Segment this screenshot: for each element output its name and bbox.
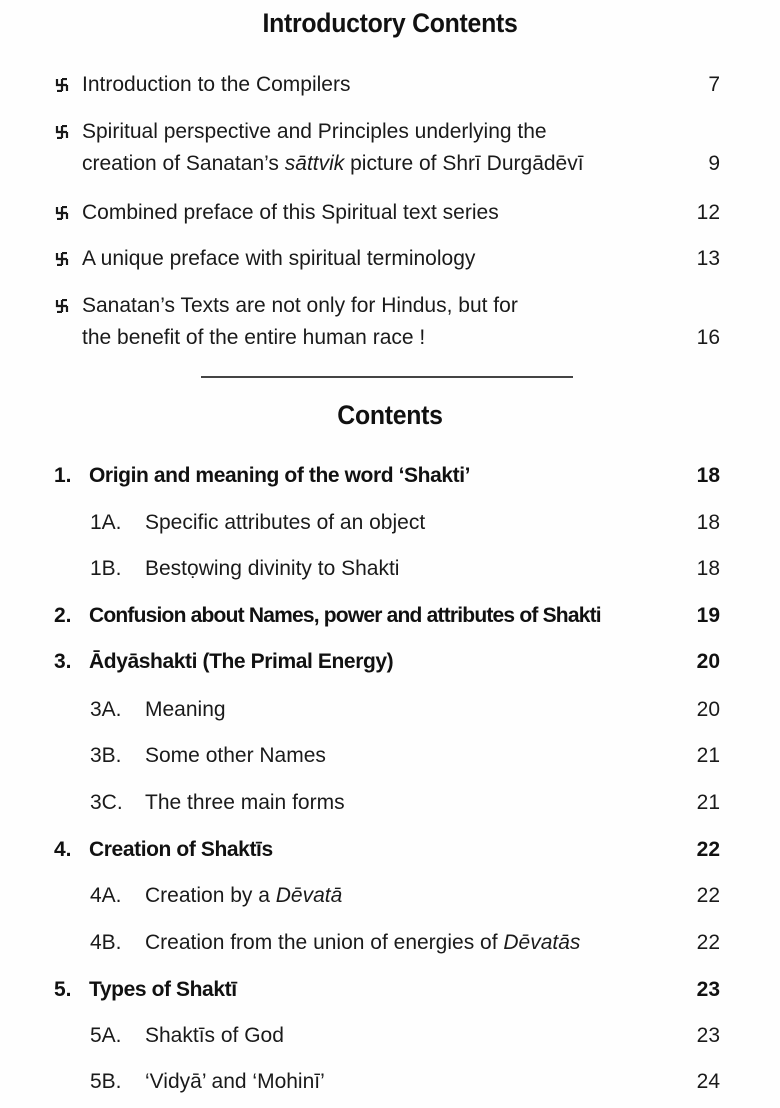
entry-number: 5B. <box>90 1070 122 1093</box>
entry-title: Confusion about Names, power and attributes of Shakti <box>89 604 601 627</box>
title-prefix: Creation from the union of energies of <box>145 931 504 954</box>
page-number: 23 <box>696 978 720 1001</box>
title-italic-term: Dēvatā <box>275 884 343 907</box>
entry-title: Some other Names <box>145 744 326 767</box>
entry-title: Creation of Shaktīs <box>89 838 273 861</box>
italic-term: sāttvik <box>284 152 345 175</box>
page-number: 18 <box>696 511 720 534</box>
entry-title: The three main forms <box>145 791 345 814</box>
toc-entry-2[interactable] <box>54 600 720 632</box>
intro-item[interactable] <box>54 116 720 180</box>
entry-number: 4A. <box>90 884 122 907</box>
entry-number: 3. <box>54 650 72 673</box>
swastika-icon <box>54 116 70 148</box>
intro-item-title-line-1: Sanatan’s Texts are not only for Hindus, but for <box>82 294 518 317</box>
entry-number: 4. <box>54 838 72 861</box>
entry-title: Types of Shaktī <box>89 978 237 1001</box>
page-number: 20 <box>696 698 720 721</box>
entry-number: 4B. <box>90 931 122 954</box>
page-number: 18 <box>696 557 720 580</box>
intro-item[interactable] <box>54 290 720 354</box>
page-number: 20 <box>696 650 720 673</box>
page-number: 19 <box>696 604 720 627</box>
intro-item[interactable] <box>54 69 720 101</box>
page-number: 9 <box>708 152 720 175</box>
entry-number: 1. <box>54 464 72 487</box>
toc-entry-1a[interactable] <box>54 507 720 539</box>
toc-entry-4b[interactable] <box>54 927 720 959</box>
toc-entry-4[interactable] <box>54 834 720 866</box>
page-number: 22 <box>696 838 720 861</box>
page-number: 12 <box>696 201 720 224</box>
contents-heading: Contents <box>337 400 443 430</box>
toc-entry-5[interactable] <box>54 974 720 1006</box>
page-number: 18 <box>696 464 720 487</box>
introductory-contents-heading: Introductory Contents <box>262 8 518 38</box>
swastika-icon <box>54 69 70 101</box>
intro-item-title: Combined preface of this Spiritual text series <box>82 201 499 224</box>
intro-item-title: Introduction to the Compilers <box>82 73 351 96</box>
entry-title: Origin and meaning of the word ‘Shakti’ <box>89 464 471 487</box>
title-italic-term: Dēvatās <box>503 931 581 954</box>
intro-item-title: A unique preface with spiritual terminology <box>82 247 476 270</box>
toc-entry-3b[interactable] <box>54 740 720 772</box>
toc-entry-5a[interactable] <box>54 1020 720 1052</box>
entry-number: 3A. <box>90 698 122 721</box>
entry-title: Meaning <box>145 698 226 721</box>
page-number: 22 <box>696 884 720 907</box>
line-prefix: creation of Sanatan’s <box>82 152 285 175</box>
section-divider <box>201 376 573 378</box>
entry-number: 5A. <box>90 1024 122 1047</box>
entry-number: 5. <box>54 978 72 1001</box>
page-number: 21 <box>696 791 720 814</box>
toc-entry-4a[interactable] <box>54 880 720 912</box>
intro-item[interactable] <box>54 243 720 275</box>
toc-entry-5b[interactable] <box>54 1066 720 1098</box>
entry-number: 1A. <box>90 511 122 534</box>
entry-title <box>145 880 342 912</box>
intro-item[interactable] <box>54 197 720 229</box>
entry-title: Ādyāshakti (The Primal Energy) <box>89 650 394 673</box>
entry-title: Bestọwing divinity to Shakti <box>145 557 400 580</box>
intro-item-title-line-2 <box>82 148 642 180</box>
page-number: 13 <box>696 247 720 270</box>
entry-number: 2. <box>54 604 72 627</box>
entry-number: 3C. <box>90 791 123 814</box>
toc-entry-1[interactable] <box>54 460 720 492</box>
entry-number: 3B. <box>90 744 122 767</box>
page-number: 7 <box>708 73 720 96</box>
page-number: 16 <box>696 326 720 349</box>
title-prefix: Creation by a <box>145 884 276 907</box>
page-number: 22 <box>696 931 720 954</box>
entry-number: 1B. <box>90 557 122 580</box>
line-suffix: picture of Shrī Durgādēvī <box>344 152 584 175</box>
page-number: 24 <box>696 1070 720 1093</box>
swastika-icon <box>54 243 70 275</box>
swastika-icon <box>54 290 70 322</box>
toc-entry-3a[interactable] <box>54 694 720 726</box>
toc-entry-1b[interactable] <box>54 553 720 585</box>
toc-entry-3c[interactable] <box>54 787 720 819</box>
swastika-icon <box>54 197 70 229</box>
toc-entry-3[interactable] <box>54 646 720 678</box>
entry-title: Shaktīs of God <box>145 1024 284 1047</box>
entry-title <box>145 927 580 959</box>
entry-title: ‘Vidyā’ and ‘Mohinī’ <box>145 1070 325 1093</box>
entry-title: Specific attributes of an object <box>145 511 426 534</box>
intro-item-title-line-2: the benefit of the entire human race ! <box>82 326 426 349</box>
intro-item-title-line-1: Spiritual perspective and Principles underlying the <box>82 120 547 143</box>
page-number: 23 <box>696 1024 720 1047</box>
page-number: 21 <box>696 744 720 767</box>
